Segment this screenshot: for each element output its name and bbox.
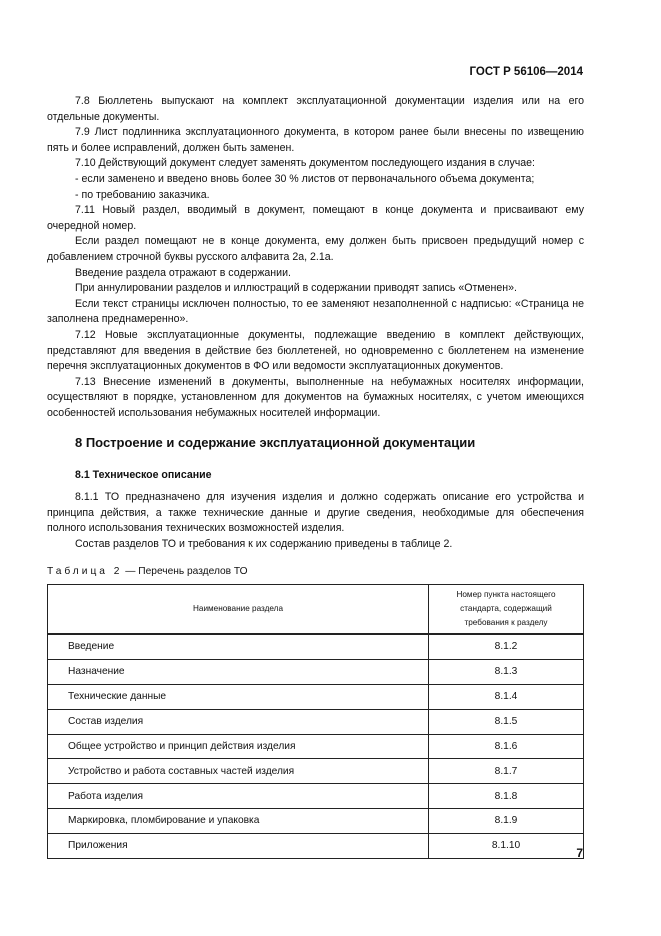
table-cell-ref: 8.1.2	[429, 634, 584, 659]
page-body	[47, 94, 584, 859]
section-8-title: 8 Построение и содержание эксплуатационной документации	[75, 435, 476, 451]
document-code-header: ГОСТ Р 56106—2014	[469, 66, 583, 78]
paragraph-table-reference: Состав разделов ТО и требования к их содержанию приведены в таблице 2.	[75, 537, 453, 550]
table-cell-name: Маркировка, пломбирование и упаковка	[48, 809, 429, 834]
table-row	[48, 634, 584, 659]
sections-table	[47, 584, 584, 859]
table-row	[48, 659, 584, 684]
table-row	[48, 784, 584, 809]
paragraph-7-9: 7.9 Лист подлинника эксплуатационного документа, в котором ранее были внесены по извещению пять и более исправлений, должен быть заменен.	[47, 126, 584, 154]
table-caption-text: — Перечень разделов ТО	[122, 566, 248, 578]
paragraph-7-10: 7.10 Действующий документ следует заменять документом последующего издания в случае:	[75, 157, 535, 170]
table-cell-name: Технические данные	[48, 684, 429, 709]
paragraph-contents-entry: Введение раздела отражают в содержании.	[75, 266, 291, 279]
table-cell-name: Введение	[48, 634, 429, 659]
paragraph-7-13: 7.13 Внесение изменений в документы, выполненные на небумажных носителях информации, осуществляют в порядке, установленном для документов на бумажных носителях, с учетом имеющихся особенностей использования небумажных носителей информации.	[47, 375, 584, 419]
table-cell-name: Состав изделия	[48, 709, 429, 734]
table-row	[48, 809, 584, 834]
paragraph-8-1-1: 8.1.1 ТО предназначено для изучения изделия и должно содержать описание его устройства и принципа действия, а также технические данные и другие сведения, необходимые для обеспечения полного использования технических возможностей изделия.	[47, 491, 584, 535]
table-cell-ref: 8.1.10	[429, 834, 584, 859]
list-item-replacement-30: - если заменено и введено вновь более 30 % листов от первоначального объема документа;	[75, 172, 535, 185]
paragraph-section-numbering: Если раздел помещают не в конце документа, ему должен быть присвоен предыдущий номер с добавлением строчной буквы русского алфавита 2а, 2.1а.	[47, 235, 584, 263]
table-cell-name: Назначение	[48, 659, 429, 684]
paragraph-7-8: 7.8 Бюллетень выпускают на комплект эксплуатационной документации изделия или на его отдельные документы.	[47, 95, 584, 123]
table-cell-ref: 8.1.8	[429, 784, 584, 809]
table-cell-ref: 8.1.7	[429, 759, 584, 784]
table-cell-ref: 8.1.3	[429, 659, 584, 684]
table-cell-ref: 8.1.4	[429, 684, 584, 709]
paragraph-7-12: 7.12 Новые эксплуатационные документы, подлежащие введению в комплект действующих, представляют для введения в действие без бюллетеней, но одновременно с бюллетенем на изменение перечня эксплуатационных документов в ФО или ведомости эксплуатационных документов.	[47, 328, 584, 373]
table-cell-name: Устройство и работа составных частей изделия	[48, 759, 429, 784]
table-caption	[47, 564, 584, 580]
table-row	[48, 684, 584, 709]
paragraph-7-11: 7.11 Новый раздел, вводимый в документ, помещают в конце документа и присваивают ему очередной номер.	[47, 204, 584, 232]
table-row	[48, 709, 584, 734]
table-cell-name: Общее устройство и принцип действия изделия	[48, 734, 429, 759]
list-item-customer-request: - по требованию заказчика.	[75, 188, 210, 201]
paragraph-cancelled-entry: При аннулировании разделов и иллюстраций в содержании приводят запись «Отменен».	[75, 282, 517, 295]
table-cell-ref: 8.1.6	[429, 734, 584, 759]
table-cell-name: Работа изделия	[48, 784, 429, 809]
column-header-clause-number: Номер пункта настоящего стандарта, содержащий требования к разделу	[429, 585, 584, 635]
page-number: 7	[576, 846, 583, 860]
paragraph-blank-page: Если текст страницы исключен полностью, то ее заменяют незаполненной с надписью: «Страница не заполнена преднамеренно».	[47, 297, 584, 326]
table-cell-ref: 8.1.9	[429, 809, 584, 834]
table-row	[48, 834, 584, 859]
table-cell-ref: 8.1.5	[429, 709, 584, 734]
table-row	[48, 734, 584, 759]
table-row	[48, 759, 584, 784]
column-header-section-name: Наименование раздела	[48, 585, 429, 635]
subsection-8-1-title: 8.1 Техническое описание	[75, 469, 212, 482]
table-caption-label: Таблица 2	[47, 566, 123, 578]
table-cell-name: Приложения	[48, 834, 429, 859]
